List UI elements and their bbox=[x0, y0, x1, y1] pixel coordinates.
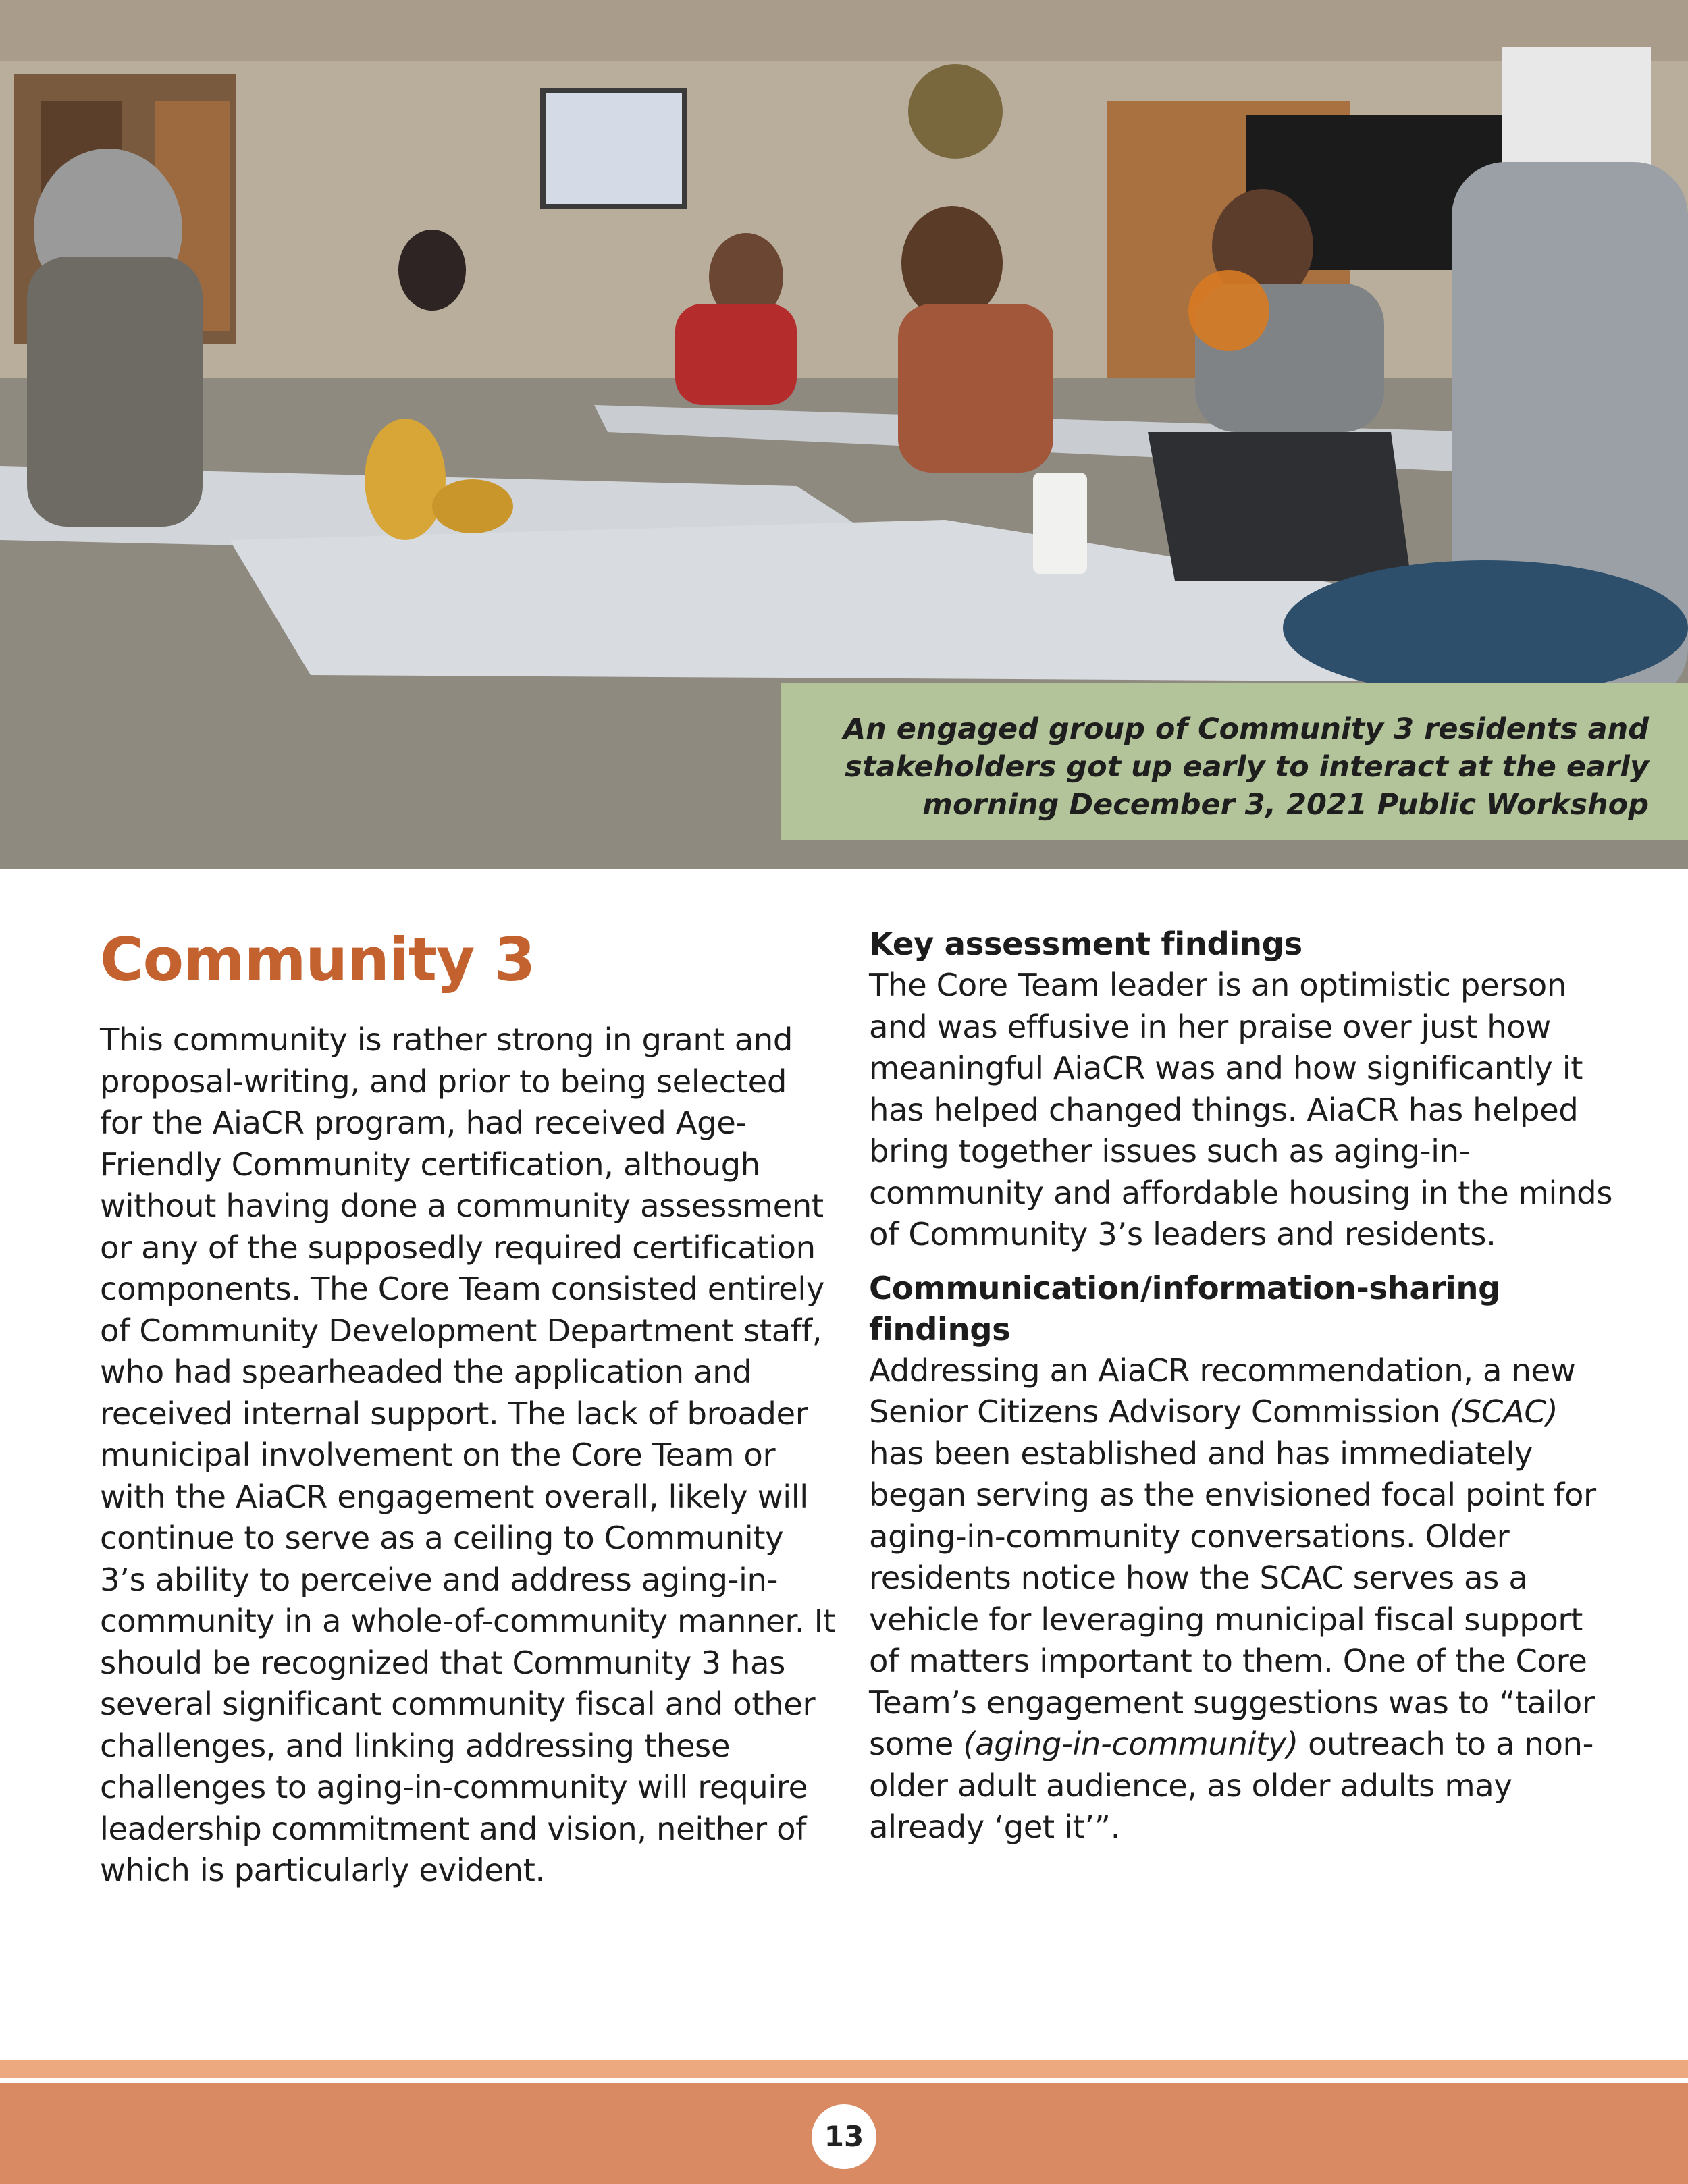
footer-accent-line bbox=[0, 2060, 1688, 2078]
page-number: 13 bbox=[812, 2104, 876, 2169]
communication-text-b: (SCAC) bbox=[1450, 1393, 1558, 1430]
workshop-photo bbox=[0, 0, 1688, 869]
communication-text-c: has been established and has immediately began serving as the envisioned focal point for aging-in-community conversations. Older residents notice how the SCAC serves as a vehicle for leveraging municipal fiscal support of matters important to them. One of the Core Team’s engagement suggestions was to “tailor some bbox=[869, 1435, 1596, 1762]
right-column bbox=[869, 924, 1618, 1848]
caption-line-3: morning December 3, 2021 Public Workshop bbox=[922, 788, 1649, 822]
caption-line-1: An engaged group of Community 3 residents and bbox=[843, 712, 1649, 746]
key-findings-heading: Key assessment findings bbox=[869, 926, 1302, 962]
left-column bbox=[100, 926, 836, 1892]
page-title: Community 3 bbox=[100, 925, 535, 994]
communication-findings-heading: Communication/information-sharing findings bbox=[869, 1269, 1500, 1348]
communication-text-a: Addressing an AiaCR recommendation, a new Senior Citizens Advisory Commission bbox=[869, 1352, 1576, 1430]
community-summary-paragraph: This community is rather strong in grant and proposal-writing, and prior to being selected for the AiaCR program, had received Age-Friendly Community certification, although without having done a community assessment or any of the supposedly required certification components. The Core Team consisted entirely of Community Development Department staff, who had spearheaded the application and received internal support. The lack of broader municipal involvement on the Core Team or with the AiaCR engagement overall, likely will continue to serve as a ceiling to Community 3’s ability to perceive and address aging-in-community in a whole-of-community manner. It should be recognized that Community 3 has several significant community fiscal and other challenges, and linking addressing these challenges to aging-in-community will require leadership commitment and vision, neither of which is particularly evident. bbox=[100, 1021, 835, 1888]
communication-findings-paragraph bbox=[869, 1350, 1618, 1848]
communication-text-d: (aging-in-community) bbox=[963, 1726, 1298, 1762]
photo-caption bbox=[781, 683, 1688, 840]
communication-text-e: outreach to a non-older adult audience, as older adults may already ‘get it’”. bbox=[869, 1726, 1594, 1845]
key-findings-paragraph: The Core Team leader is an optimistic person and was effusive in her praise over just how meaningful AiaCR was and how significantly it has helped changed things. AiaCR has helped bring together issues such as aging-in-community and affordable housing in the minds of Community 3’s leaders and residents. bbox=[869, 967, 1613, 1252]
caption-line-2: stakeholders got up early to interact at the early bbox=[845, 750, 1649, 784]
